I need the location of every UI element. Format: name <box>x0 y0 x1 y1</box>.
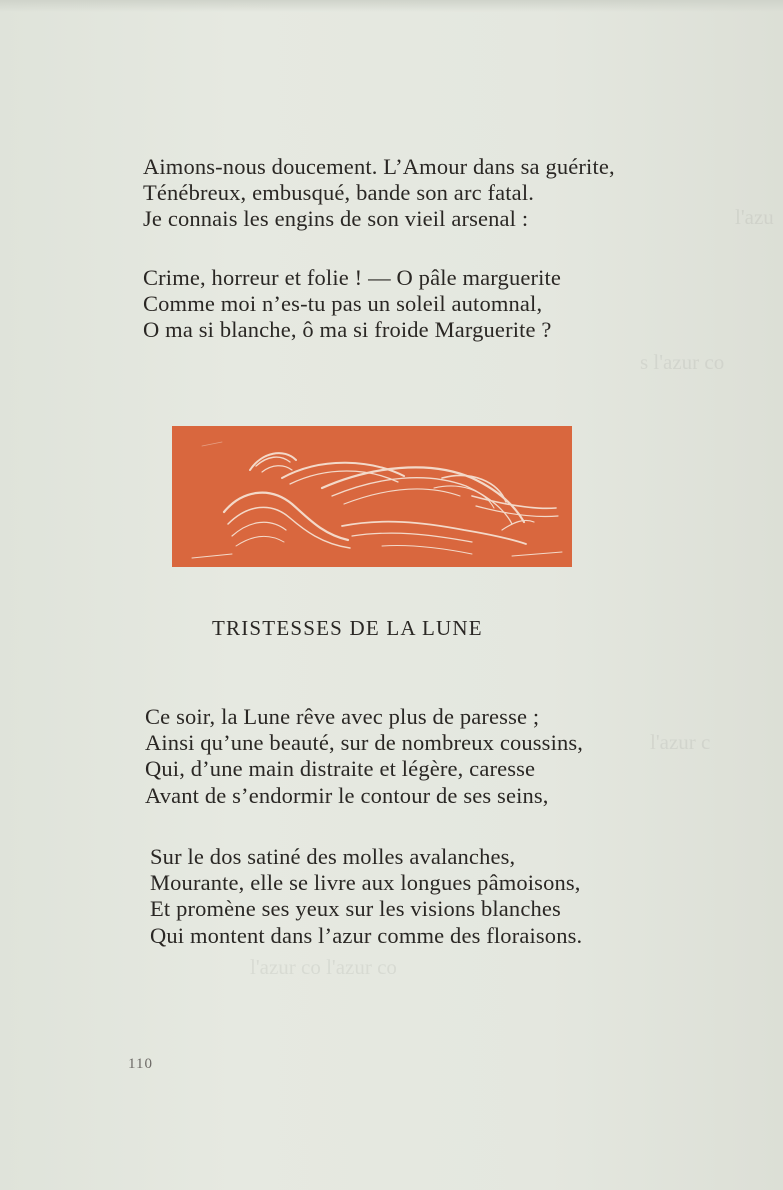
verse-line: O ma si blanche, ô ma si froide Marguerite ? <box>143 317 552 343</box>
verse-line: Je connais les engins de son vieil arsenal : <box>143 206 529 232</box>
stanza-3 <box>145 704 583 809</box>
verse-line: Qui, d’une main distraite et légère, caresse <box>145 756 536 782</box>
stanza-2 <box>143 265 561 344</box>
page-edge-shadow <box>0 0 783 12</box>
verse-line: Mourante, elle se livre aux longues pâmoisons, <box>150 870 581 896</box>
verse-line: Ce soir, la Lune rêve avec plus de paresse ; <box>145 704 540 729</box>
verse-line: Ténébreux, embusqué, bande son arc fatal. <box>143 180 534 206</box>
verse-line: Sur le dos satiné des molles avalanches, <box>150 844 516 869</box>
verse-line: Qui montent dans l’azur comme des floraisons. <box>150 922 583 948</box>
verse-line: Avant de s’endormir le contour de ses seins, <box>145 782 549 808</box>
show-through: s l'azur co <box>640 350 725 374</box>
reclining-figure-engraving-icon <box>172 426 572 567</box>
show-through: l'azur co l'azur co <box>250 955 397 979</box>
page-number: 110 <box>128 1056 153 1072</box>
stanza-4 <box>150 844 582 949</box>
poem-title: TRISTESSES DE LA LUNE <box>212 616 483 640</box>
vignette-illustration <box>172 426 572 567</box>
stanza-1 <box>143 154 615 233</box>
show-through: l'azur c <box>650 730 711 754</box>
verse-line: Et promène ses yeux sur les visions blanches <box>150 896 561 922</box>
show-through: l'azu <box>735 205 774 229</box>
verse-line: Comme moi n’es-tu pas un soleil automnal, <box>143 291 543 317</box>
verse-line: Aimons-nous doucement. L’Amour dans sa guérite, <box>143 154 615 179</box>
verse-line: Crime, horreur et folie ! — O pâle marguerite <box>143 265 562 290</box>
verse-line: Ainsi qu’une beauté, sur de nombreux coussins, <box>145 730 584 756</box>
